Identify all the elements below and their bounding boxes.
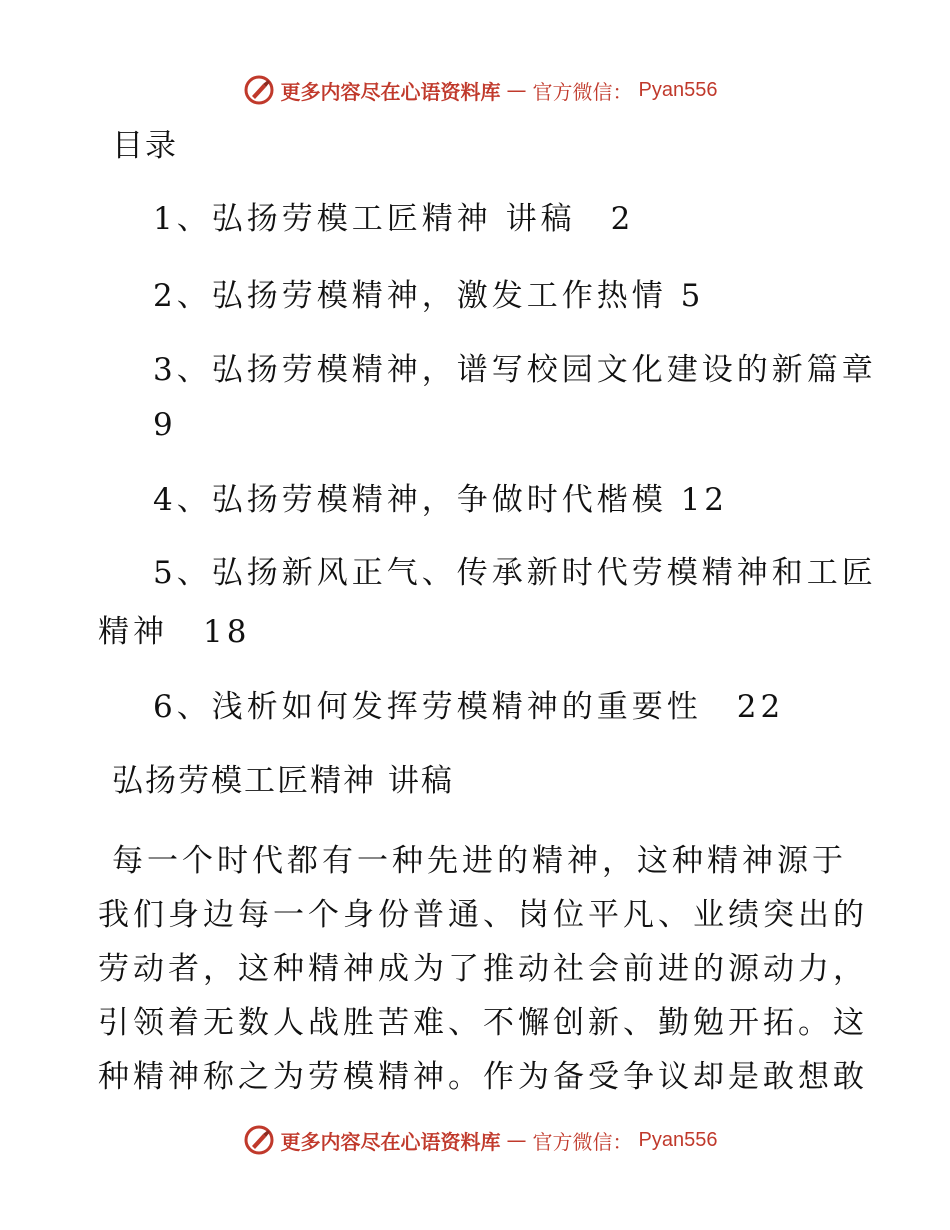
footer-wechat-label: 官方微信： <box>532 1129 633 1154</box>
toc-item-3: 3、弘扬劳模精神，谱写校园文化建设的新篇章 <box>153 352 877 388</box>
toc-item-5: 5、弘扬新风正气、传承新时代劳模精神和工匠 <box>153 555 877 591</box>
paragraph-line: 引领着无数人战胜苦难、不懈创新、勤勉开拓。这 <box>98 1005 868 1041</box>
paragraph-line: 劳动者，这种精神成为了推动社会前进的源动力， <box>98 951 868 987</box>
header-banner-text: 更多内容尽在心语资料库 <box>280 79 501 104</box>
header-banner-content <box>243 74 718 106</box>
paragraph-line: 每一个时代都有一种先进的精神，这种精神源于 <box>112 843 847 879</box>
body-paragraph <box>98 834 868 1104</box>
header-banner-separator: — <box>506 78 527 102</box>
toc-item-5-continued: 精神 18 <box>98 614 251 650</box>
footer-wechat-id: Pyan556 <box>638 1128 718 1151</box>
footer-banner <box>0 1120 950 1160</box>
pen-logo-icon <box>243 1124 275 1156</box>
footer-banner-separator: — <box>506 1128 527 1152</box>
pen-logo-icon <box>243 74 275 106</box>
toc-item-6: 6、浅析如何发挥劳模精神的重要性 22 <box>153 689 785 725</box>
paragraph-line: 种精神称之为劳模精神。作为备受争议却是敢想敢 <box>98 1059 868 1095</box>
header-banner <box>0 70 950 110</box>
toc-item-4: 4、弘扬劳模精神，争做时代楷模 12 <box>153 482 729 518</box>
footer-banner-content <box>243 1124 718 1156</box>
header-wechat-id: Pyan556 <box>638 78 718 101</box>
paragraph-line: 我们身边每一个身份普通、岗位平凡、业绩突出的 <box>98 897 868 933</box>
toc-item-1: 1、弘扬劳模工匠精神 讲稿 2 <box>153 201 635 237</box>
toc-item-3-page: 9 <box>153 407 177 443</box>
header-wechat-label: 官方微信： <box>532 79 633 104</box>
section-title: 弘扬劳模工匠精神 讲稿 <box>112 763 454 799</box>
toc-item-2: 2、弘扬劳模精神，激发工作热情 5 <box>153 278 705 314</box>
toc-title: 目录 <box>112 128 178 164</box>
footer-banner-text: 更多内容尽在心语资料库 <box>280 1129 501 1154</box>
